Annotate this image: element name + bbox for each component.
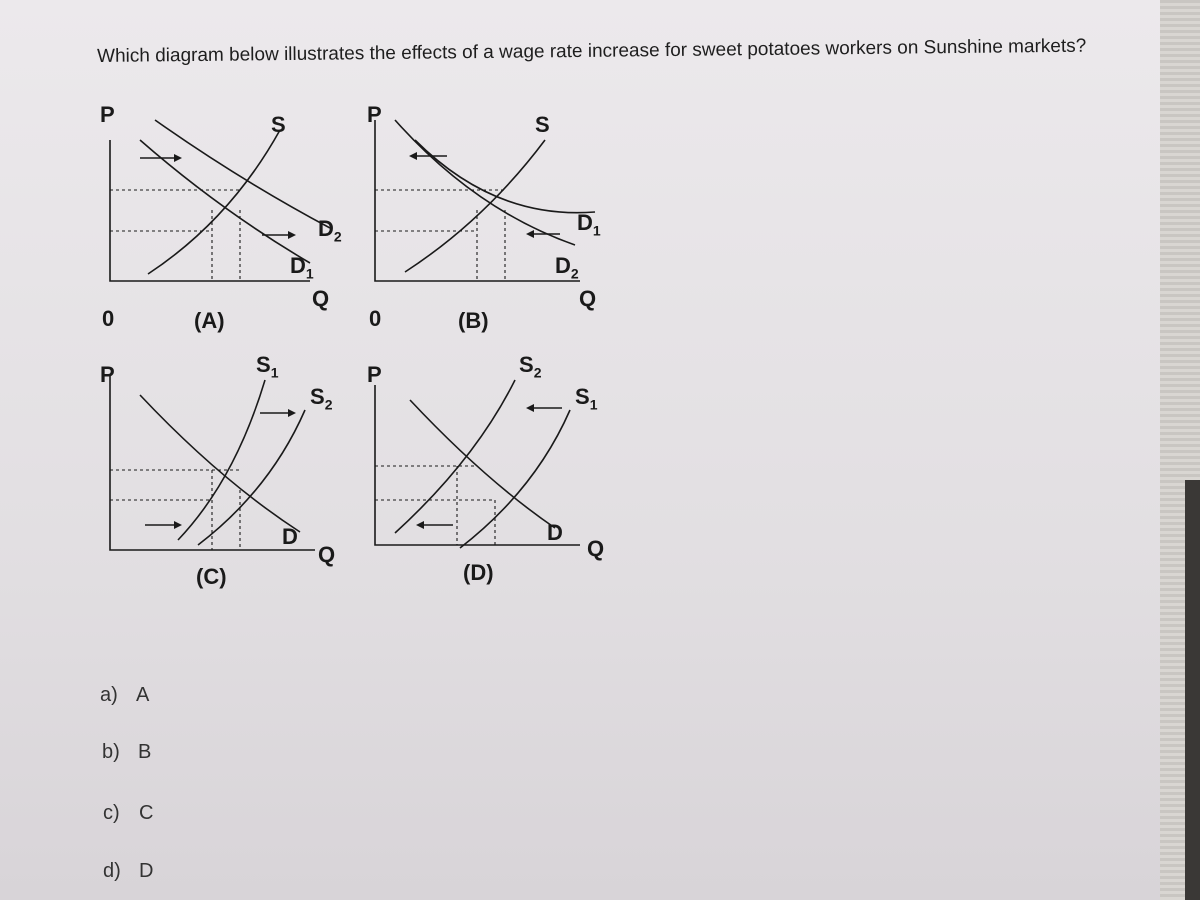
demand-curve-d xyxy=(410,400,555,528)
demand-2-label: $D_2$ xyxy=(318,216,342,245)
supply-curve-s1 xyxy=(178,380,265,540)
origin-label: 0 xyxy=(102,306,115,331)
choice-d[interactable]: d) D xyxy=(103,860,154,882)
x-axis-label: Q xyxy=(312,286,330,311)
demand-curve-d2 xyxy=(415,140,595,213)
arrowhead xyxy=(526,230,534,238)
supply-1-label: $S_1$ xyxy=(256,352,279,381)
diagram-caption: (A) xyxy=(194,308,225,333)
demand-label: D xyxy=(282,524,298,549)
diagram-caption: (D) xyxy=(463,560,494,585)
diagram-d xyxy=(365,350,635,600)
supply-2-label: $S_2$ xyxy=(310,384,333,413)
arrowhead xyxy=(526,404,534,412)
choice-c[interactable]: c) C xyxy=(103,802,154,824)
choice-a[interactable]: a) A xyxy=(100,684,150,706)
arrowhead xyxy=(174,154,182,162)
x-axis-label: Q xyxy=(587,536,605,561)
arrowhead xyxy=(416,521,424,529)
diagram-b xyxy=(365,100,635,350)
arrowhead xyxy=(409,152,417,160)
supply-curve-s xyxy=(148,130,280,274)
y-axis-label: P xyxy=(100,362,115,387)
x-axis-label: Q xyxy=(318,542,336,567)
supply-2-label: $S_2$ xyxy=(519,352,542,381)
diagram-a xyxy=(100,100,370,350)
demand-label: D xyxy=(547,520,563,545)
arrowhead xyxy=(288,231,296,239)
diagram-caption: (B) xyxy=(458,308,489,333)
demand-2-label: $D_2$ xyxy=(555,253,579,282)
axes xyxy=(375,120,580,281)
supply-1-label: $S_1$ xyxy=(575,384,598,413)
axes xyxy=(110,140,310,281)
supply-label: S xyxy=(271,112,286,137)
y-axis-label: P xyxy=(367,102,382,127)
x-axis-label: Q xyxy=(579,286,597,311)
question-text: Which diagram below illustrates the effects of a wage rate increase for sweet potatoes workers on Sunshine markets? xyxy=(97,35,1087,67)
choice-b[interactable]: b) B xyxy=(102,741,152,763)
diagram-caption: (C) xyxy=(196,564,227,589)
y-axis-label: P xyxy=(367,362,382,387)
diagram-c xyxy=(100,350,370,600)
background-shadow xyxy=(1185,480,1200,900)
demand-curve-d1 xyxy=(395,120,575,245)
y-axis-label: P xyxy=(100,102,115,127)
arrowhead xyxy=(288,409,296,417)
arrowhead xyxy=(174,521,182,529)
origin-label: 0 xyxy=(369,306,382,331)
demand-1-label: $D_1$ xyxy=(290,253,314,282)
demand-1-label: $D_1$ xyxy=(577,210,601,239)
supply-label: S xyxy=(535,112,550,137)
